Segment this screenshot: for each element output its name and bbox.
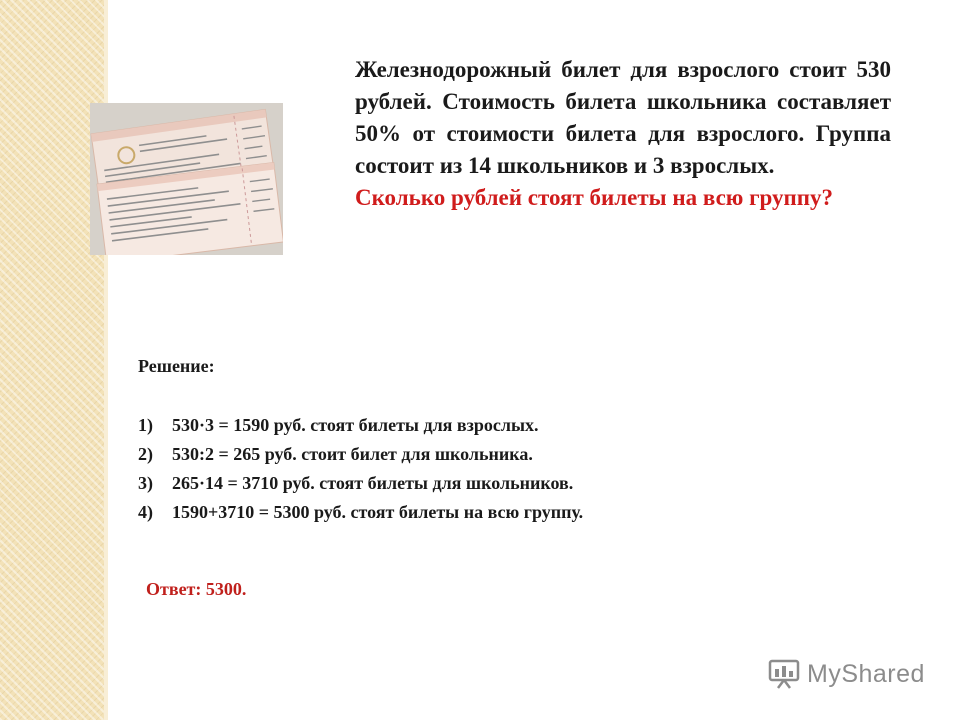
step-text: 1590+3710 = 5300 руб. стоят билеты на всю группу. bbox=[172, 502, 584, 522]
train-tickets-image bbox=[90, 103, 283, 255]
step-number: 1) bbox=[138, 415, 153, 435]
problem-text: Железнодорожный билет для взрослого стоит 530 рублей. Стоимость билета школьника составляет 50% от стоимости билета для взрослого. Группа состоит из 14 школьников и 3 взрослых. bbox=[355, 57, 891, 178]
solution-step bbox=[138, 411, 583, 440]
answer: Ответ: 5300. bbox=[146, 579, 247, 599]
step-number: 3) bbox=[138, 473, 153, 493]
solution-title: Решение: bbox=[138, 356, 215, 376]
solution-steps bbox=[138, 411, 583, 527]
step-text: 530:2 = 265 руб. стоит билет для школьника. bbox=[172, 444, 533, 464]
step-number: 2) bbox=[138, 444, 153, 464]
step-number: 4) bbox=[138, 502, 153, 522]
step-text: 530·3 = 1590 руб. стоят билеты для взрослых. bbox=[172, 415, 539, 435]
presentation-screen-icon bbox=[767, 658, 801, 690]
problem-question: Сколько рублей стоят билеты на всю группу? bbox=[355, 185, 834, 210]
myshared-watermark[interactable] bbox=[767, 656, 925, 692]
step-text: 265·14 = 3710 руб. стоят билеты для школьников. bbox=[172, 473, 574, 493]
solution-step bbox=[138, 440, 583, 469]
train-tickets-illustration bbox=[90, 103, 283, 255]
decorative-side-strip bbox=[0, 0, 104, 720]
solution-step bbox=[138, 498, 583, 527]
solution-step bbox=[138, 469, 583, 498]
problem-statement bbox=[355, 54, 891, 214]
watermark-text: MyShared bbox=[807, 659, 925, 688]
